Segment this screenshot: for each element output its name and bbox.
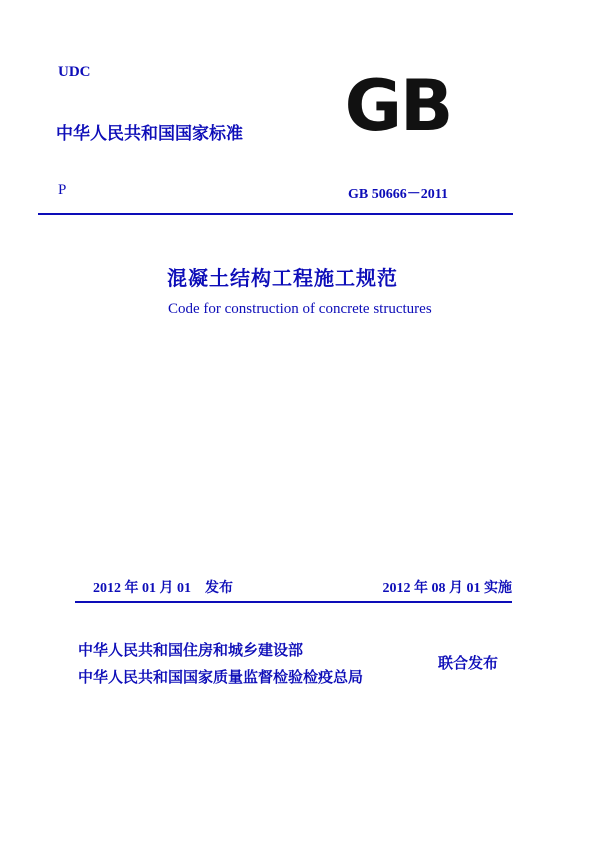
publisher-1: 中华人民共和国住房和城乡建设部 [78,641,304,659]
joint-publication: 联合发布 [438,654,499,672]
dates-divider [75,601,512,603]
standard-number: GB 50666－2011 [348,187,448,202]
gb-logo [345,70,451,138]
title-chinese: 混凝土结构工程施工规范 [167,266,398,290]
category-code: P [58,182,67,198]
title-english: Code for construction of concrete structures [168,301,432,317]
standard-type: 中华人民共和国国家标准 [56,124,243,144]
publisher-2: 中华人民共和国国家质量监督检验检疫总局 [78,668,364,686]
gb-logo-text: GB [345,70,451,138]
issue-date: 2012 年 01 月 01 发布 [93,581,233,596]
header-divider [38,213,513,215]
effective-date: 2012 年 08 月 01 实施 [382,581,512,596]
udc-label: UDC [58,64,91,80]
